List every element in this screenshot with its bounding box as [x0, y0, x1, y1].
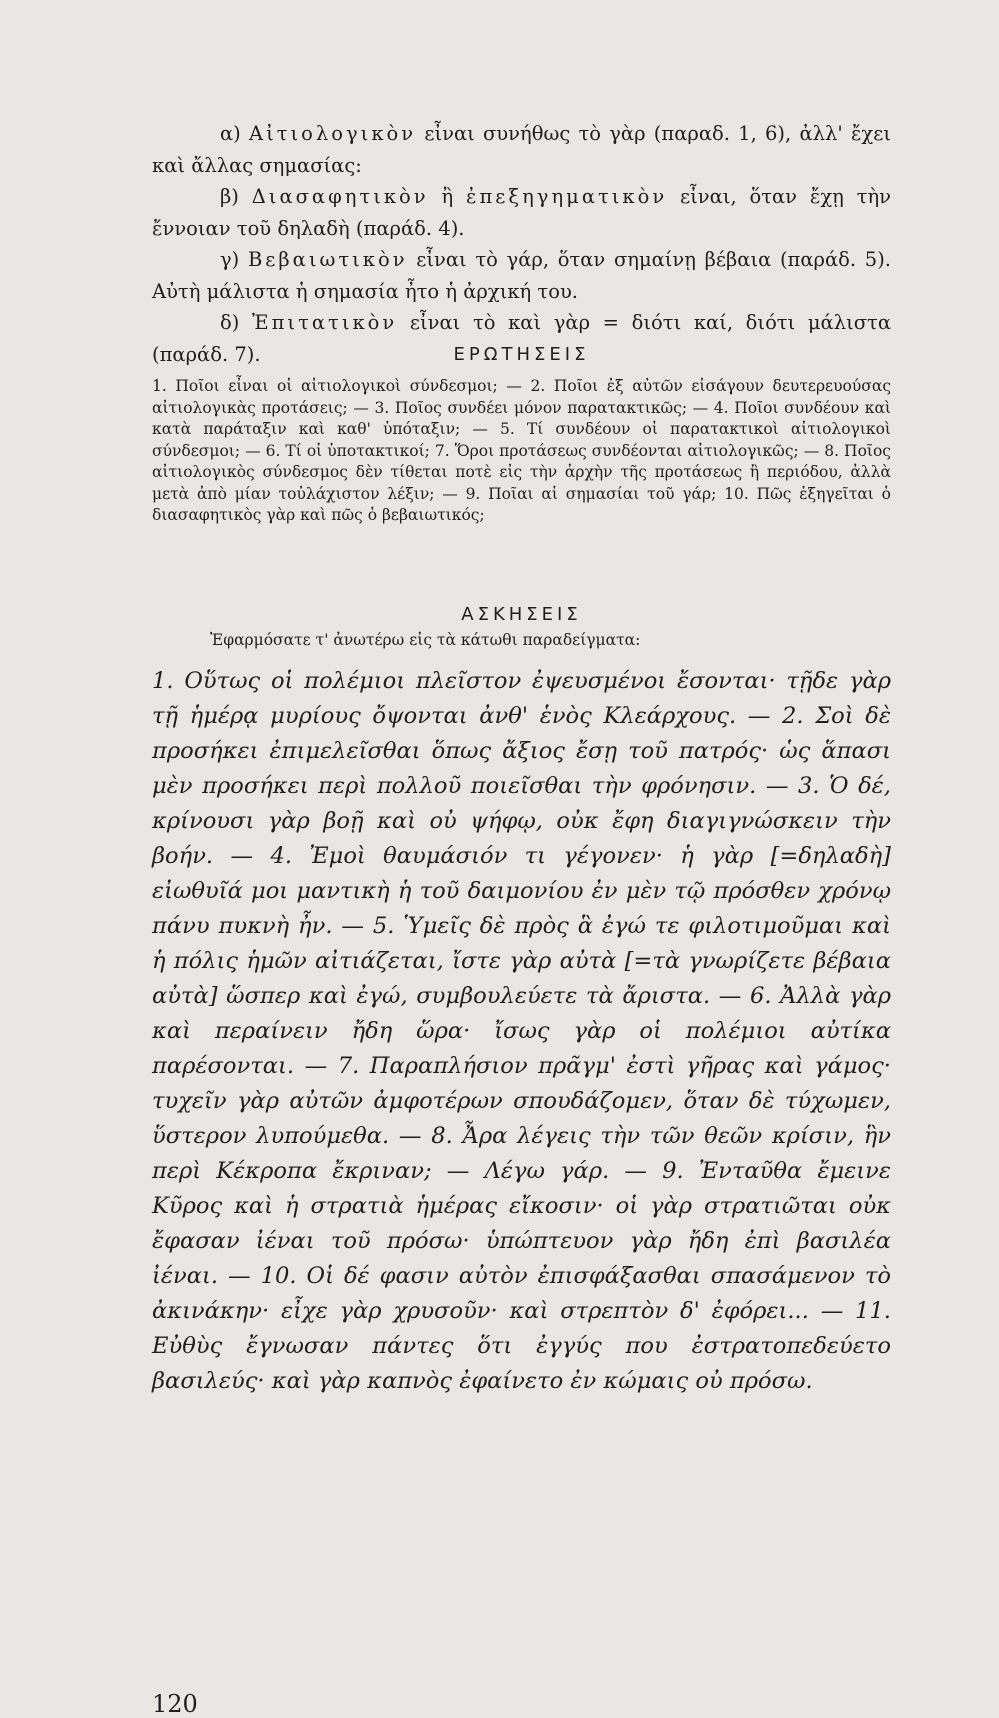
item-text: εἶναι, ὅταν ἔχῃ τὴν ἔννοιαν τοῦ δηλαδὴ (παράδ. 4).	[152, 185, 891, 240]
intro-section	[152, 118, 891, 370]
item-label: δ)	[220, 311, 252, 334]
page-number: 120	[152, 1690, 198, 1718]
questions-section	[152, 376, 891, 527]
item-text: εἶναι τὸ γάρ, ὅταν σημαίνῃ βέβαια (παράδ. 5). Αὐτὴ μάλιστα ἡ σημασία ἦτο ἡ ἀρχική του.	[152, 248, 892, 303]
item-label: γ)	[220, 248, 248, 271]
item-text: εἶναι συνήθως τὸ γὰρ (παραδ. 1, 6), ἀλλ' ἔχει καὶ ἄλλας σημασίας:	[152, 122, 891, 177]
exercises-heading: ΑΣΚΗΣΕΙΣ	[461, 604, 582, 625]
term-epitatikon: Ἐπιτατικὸν	[251, 311, 398, 334]
intro-item-c	[152, 244, 891, 307]
term-aitiologikon: Αἰτιολογικὸν	[249, 122, 417, 145]
term-vevaiotikon: Βεβαιωτικὸν	[247, 248, 408, 271]
item-label: α)	[220, 122, 250, 145]
questions-heading: ΕΡΩΤΗΣΕΙΣ	[453, 344, 590, 365]
item-text: εἶναι τὸ καὶ γὰρ = διότι καί, διότι μάλιστα (παράδ. 7).	[152, 311, 891, 366]
intro-item-b	[152, 181, 891, 244]
page-footer	[152, 1690, 891, 1718]
item-label: β)	[220, 185, 252, 208]
questions-text: 1. Ποῖοι εἶναι οἱ αἰτιολογικοὶ σύνδεσμοι; — 2. Ποῖοι ἐξ αὐτῶν εἰσάγουν δευτερευούσας αἰτιολογικὰς προτάσεις; — 3. Ποῖος συνδέει μόνον παρατακτικῶς; — 4. Ποῖοι συνδέουν καὶ κατὰ παράταξιν καὶ καθ' ὑπόταξιν; — 5. Τί συνδέουν οἱ παρατακτικοὶ αἰτιολογικοὶ σύνδεσμοι; — 6. Τί οἱ ὑποτακτικοί; 7. Ὅροι προτάσεως συνδέονται αἰτιολογικῶς; — 8. Ποῖος αἰτιολογικὸς σύνδεσμος δὲν τίθεται ποτὲ εἰς τὴν ἀρχὴν τῆς προτάσεως ἢ περιόδου, ἀλλὰ μετὰ ἀπὸ μίαν τοὐλάχιστον λέξιν; — 9. Ποῖαι αἱ σημασίαι τοῦ γάρ; 10. Πῶς ἐξηγεῖται ὁ διασαφητικὸς γὰρ καὶ πῶς ὁ βεβαιωτικός;	[152, 377, 891, 524]
exercises-instruction	[152, 630, 891, 652]
instruction-text: Ἐφαρμόσατε τ' ἀνωτέρω εἰς τὰ κάτωθι παραδείγματα:	[210, 631, 641, 649]
exercises-text: 1. Οὕτως οἱ πολέμιοι πλεῖστον ἐψευσμένοι ἔσονται· τῇδε γὰρ τῇ ἡμέρᾳ μυρίους ὄψονται ἀνθ' ἑνὸς Κλεάρχους. — 2. Σοὶ δὲ προσήκει ἐπιμελεῖσθαι ὅπως ἄξιος ἔσῃ τοῦ πατρός· ὡς ἅπασι μὲν προσήκει περὶ πολλοῦ ποιεῖσθαι τὴν φρόνησιν. — 3. Ὁ δέ, κρίνουσι γὰρ βοῇ καὶ οὐ ψήφῳ, οὐκ ἔφη διαγιγνώσκειν τὴν βοήν. — 4. Ἐμοὶ θαυμάσιόν τι γέγονεν· ἡ γὰρ [=δηλαδὴ] εἰωθυῖά μοι μαντικὴ ἡ τοῦ δαιμονίου ἐν μὲν τῷ πρόσθεν χρόνῳ πάνυ πυκνὴ ἦν. — 5. Ὑμεῖς δὲ πρὸς ἃ ἐγώ τε φιλοτιμοῦμαι καὶ ἡ πόλις ἡμῶν αἰτιάζεται, ἴστε γὰρ αὐτὰ [=τὰ γνωρίζετε βέβαια αὐτὰ] ὥσπερ καὶ ἐγώ, συμβουλεύετε τὰ ἄριστα. — 6. Ἀλλὰ γὰρ καὶ περαίνειν ἤδη ὥρα· ἴσως γὰρ οἱ πολέμιοι αὐτίκα παρέσονται. — 7. Παραπλήσιον πρᾶγμ' ἐστὶ γῆρας καὶ γάμος· τυχεῖν γὰρ αὐτῶν ἀμφοτέρων σπουδάζομεν, ὅταν δὲ τύχωμεν, ὕστερον λυπούμεθα. — 8. Ἆρα λέγεις τὴν τῶν θεῶν κρίσιν, ἣν περὶ Κέκροπα ἔκριναν; — Λέγω γάρ. — 9. Ἐνταῦθα ἔμεινε Κῦρος καὶ ἡ στρατιὰ ἡμέρας εἴκοσιν· οἱ γὰρ στρατιῶται οὐκ ἔφασαν ἰέναι τοῦ πρόσω· ὑπώπτευον γὰρ ἤδη ἐπὶ βασιλέα ἰέναι. — 10. Οἱ δέ φασιν αὐτὸν ἐπισφάξασθαι σπασάμενον τὸ ἀκινάκην· εἶχε γὰρ χρυσοῦν· καὶ στρεπτὸν δ' ἐφόρει... — 11. Εὐθὺς ἔγνωσαν πάντες ὅτι ἐγγύς που ἐστρατοπεδεύετο βασιλεύς· καὶ γὰρ καπνὸς ἐφαίνετο ἐν κώμαις οὐ πρόσω.	[152, 668, 891, 1394]
exercises-section	[152, 664, 891, 1399]
term-diasafitikon: Διασαφητικὸν	[251, 185, 429, 208]
intro-item-a	[152, 118, 891, 181]
item-text: ἢ	[428, 185, 466, 208]
term-epexigimatikon: ἐπεξηγηματικὸν	[466, 185, 668, 208]
